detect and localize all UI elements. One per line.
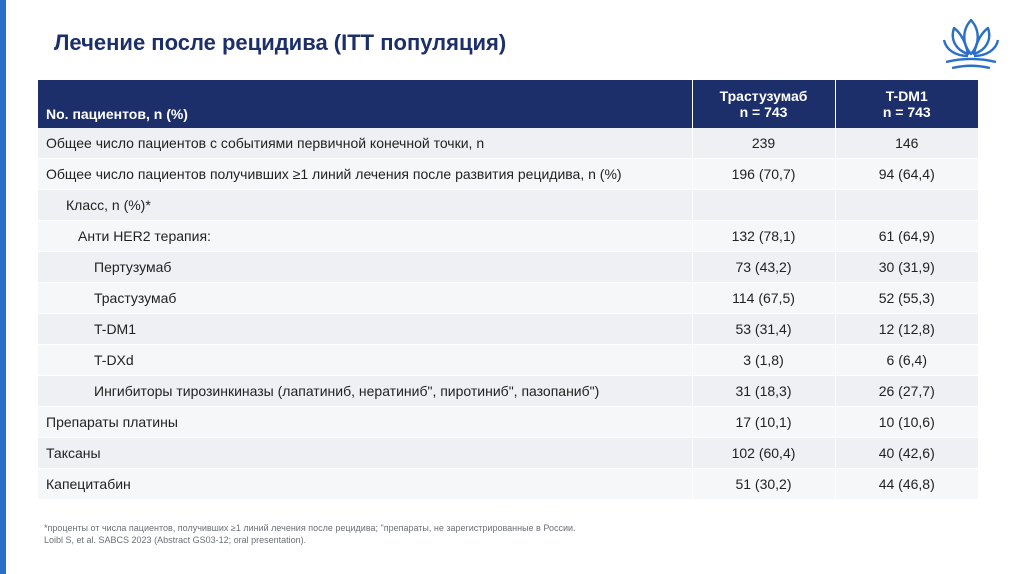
table-row [38,345,978,376]
row-label: Таксаны [38,438,692,469]
table-row [38,469,978,500]
row-value-trastuzumab: 17 (10,1) [692,407,835,438]
row-value-tdm1: 40 (42,6) [835,438,978,469]
row-label: T-DM1 [38,314,692,345]
row-value-tdm1: 94 (64,4) [835,159,978,190]
header-col2-n: n = 743 [882,104,931,120]
header-col1-n: n = 743 [739,104,788,120]
row-value-trastuzumab: 31 (18,3) [692,376,835,407]
footnote-line: *проценты от числа пациентов, получивших ≥1 линий лечения после рецидива; "препараты, не зарегистрированные в России. [44,523,576,533]
table-row [38,407,978,438]
table-row [38,190,978,221]
row-value-tdm1: 30 (31,9) [835,252,978,283]
row-value-trastuzumab: 102 (60,4) [692,438,835,469]
row-value-tdm1: 146 [835,128,978,159]
row-label: Препараты платины [38,407,692,438]
row-value-tdm1: 26 (27,7) [835,376,978,407]
table-row [38,314,978,345]
row-value-tdm1 [835,190,978,221]
row-value-trastuzumab: 114 (67,5) [692,283,835,314]
row-label: Класс, n (%)* [38,190,692,221]
row-label: Общее число пациентов получивших ≥1 линий лечения после развития рецидива, n (%) [38,159,692,190]
header-tdm1 [835,80,978,128]
table-row [38,128,978,159]
header-col2-name: T-DM1 [885,88,928,104]
row-value-tdm1: 6 (6,4) [835,345,978,376]
row-value-tdm1: 52 (55,3) [835,283,978,314]
row-value-trastuzumab: 51 (30,2) [692,469,835,500]
table-row [38,376,978,407]
row-value-trastuzumab [692,190,835,221]
row-label: Капецитабин [38,469,692,500]
row-label: Общее число пациентов с событиями первичной конечной точки, n [38,128,692,159]
table-header-row [38,80,978,128]
row-label: Анти HER2 терапия: [38,221,692,252]
row-label: Трастузумаб [38,283,692,314]
treatment-table [38,80,978,500]
row-value-trastuzumab: 3 (1,8) [692,345,835,376]
row-value-tdm1: 61 (64,9) [835,221,978,252]
row-value-tdm1: 10 (10,6) [835,407,978,438]
row-value-trastuzumab: 196 (70,7) [692,159,835,190]
table-row [38,252,978,283]
table-row [38,159,978,190]
table-row [38,221,978,252]
header-label: No. пациентов, n (%) [38,80,692,128]
accent-bar [0,0,6,574]
row-label: T-DXd [38,345,692,376]
row-value-tdm1: 12 (12,8) [835,314,978,345]
row-label: Ингибиторы тирозинкиназы (лапатиниб, нератиниб", пиротиниб", пазопаниб") [38,376,692,407]
header-trastuzumab [692,80,835,128]
row-value-trastuzumab: 239 [692,128,835,159]
row-label: Пертузумаб [38,252,692,283]
page-title: Лечение после рецидива (ITT популяция) [54,30,507,55]
lotus-flower-icon [940,16,1002,74]
row-value-trastuzumab: 53 (31,4) [692,314,835,345]
table-row [38,283,978,314]
table-row [38,438,978,469]
row-value-tdm1: 44 (46,8) [835,469,978,500]
row-value-trastuzumab: 73 (43,2) [692,252,835,283]
row-value-trastuzumab: 132 (78,1) [692,221,835,252]
citation-line: Loibl S, et al. SABCS 2023 (Abstract GS03-12; oral presentation). [44,535,307,545]
footnote [44,522,944,546]
header-col1-name: Трастузумаб [719,88,808,104]
